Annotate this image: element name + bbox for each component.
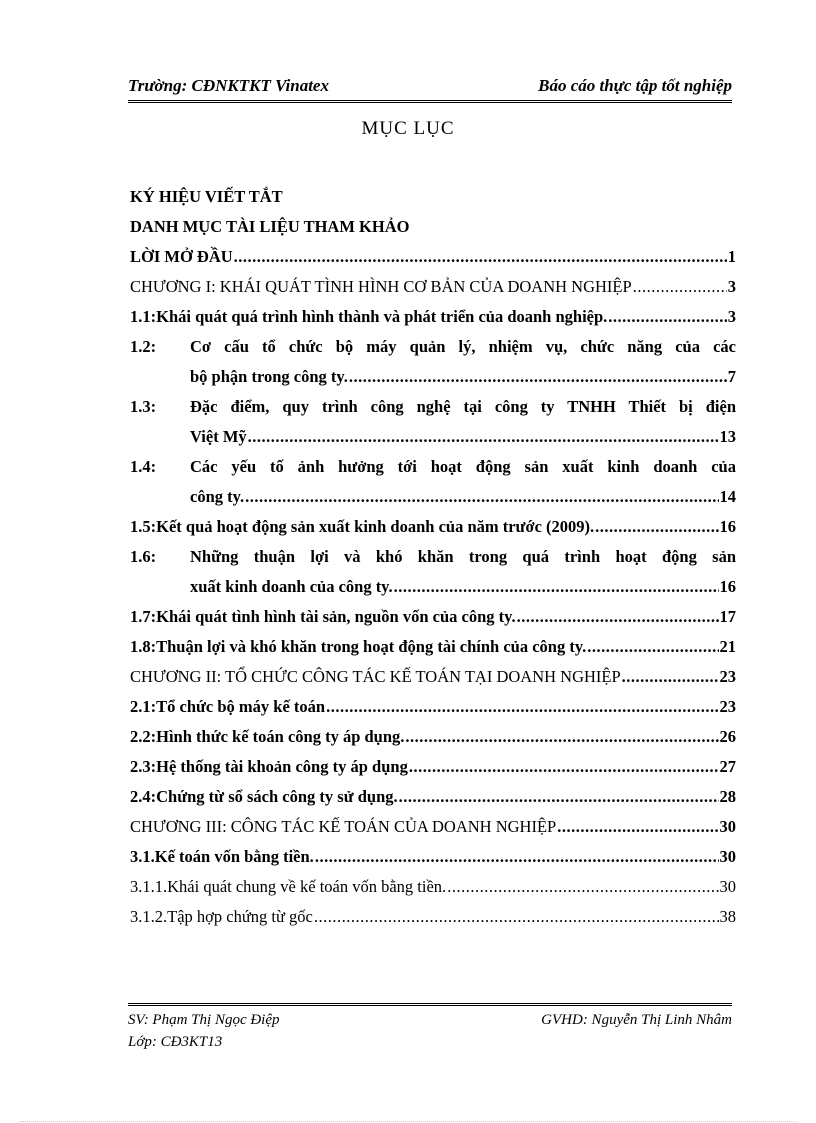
toc-leader (557, 812, 718, 842)
toc-section-2-4[interactable] (130, 782, 736, 812)
toc-section-number: 1.1: (130, 307, 157, 326)
footer-student: SV: Phạm Thị Ngọc Điệp (128, 1012, 280, 1028)
toc-entry-text: CHƯƠNG II: TỔ CHỨC CÔNG TÁC KẾ TOÁN TẠI DOANH NGHIỆP (130, 667, 621, 686)
toc-section-number: 1.6: (130, 547, 157, 566)
toc-page-number: 16 (719, 577, 736, 596)
toc-entry-text: LỜI MỞ ĐẦU (130, 247, 233, 266)
toc-entry-text: Thuận lợi và khó khăn trong hoạt động tài chính của công ty. (156, 637, 587, 656)
toc-section-1-6[interactable] (130, 542, 736, 572)
toc-section-number: 3.1.1. (130, 877, 168, 896)
toc-page-number: 38 (719, 907, 736, 926)
toc-leader (349, 362, 727, 392)
toc-section-2-2[interactable] (130, 722, 736, 752)
toc-leader (409, 752, 719, 782)
toc-page-number: 30 (719, 847, 736, 866)
toc-leader (405, 722, 718, 752)
toc-section-1-4[interactable] (130, 452, 736, 482)
toc-chapter-3[interactable] (130, 812, 736, 842)
toc-page-number: 17 (719, 607, 736, 626)
toc-page-number: 16 (719, 517, 736, 536)
table-of-contents (130, 182, 736, 932)
toc-page-number: 7 (727, 367, 736, 386)
toc-page-number: 26 (719, 727, 736, 746)
toc-page-number: 1 (727, 247, 736, 266)
toc-section-number: 1.3: (130, 397, 157, 416)
toc-page-number: 13 (719, 427, 736, 446)
toc-chapter-2[interactable] (130, 662, 736, 692)
toc-entry-text: Chứng từ sổ sách công ty sử dụng. (156, 787, 398, 806)
toc-section-2-3[interactable] (130, 752, 736, 782)
toc-leader (248, 422, 719, 452)
toc-leader (595, 512, 718, 542)
toc-entry-text: Tổ chức bộ máy kế toán (156, 697, 326, 716)
toc-entry-text: bộ phận trong công ty. (190, 367, 348, 386)
toc-entry-text: xuất kinh doanh của công ty. (190, 577, 393, 596)
toc-section-1-7[interactable] (130, 602, 736, 632)
footer-class: Lớp: CĐ3KT13 (128, 1034, 223, 1050)
page-footer (128, 1003, 732, 1050)
toc-entry-text: Các yếu tố ảnh hưởng tới hoạt động sản xuất kinh doanh của (190, 457, 736, 476)
toc-entry-text: Kết quả hoạt động sản xuất kinh doanh của năm trước (2009). (156, 517, 595, 536)
toc-section-number: 2.3: (130, 757, 157, 776)
toc-entry-text: Việt Mỹ (190, 427, 247, 446)
toc-entry-text: KÝ HIỆU VIẾT TẮT (130, 187, 283, 206)
toc-leader (399, 782, 719, 812)
toc-section-3-1[interactable] (130, 842, 736, 872)
toc-leader (234, 242, 727, 272)
toc-section-1-1[interactable] (130, 302, 736, 332)
toc-leader (326, 692, 718, 722)
toc-section-1-6-cont[interactable] (130, 572, 736, 602)
toc-entry-text: Khái quát tình hình tài sản, nguồn vốn của công ty. (156, 607, 516, 626)
toc-section-number: 1.4: (130, 457, 157, 476)
toc-section-1-2[interactable] (130, 332, 736, 362)
toc-entry-text: Hệ thống tài khoản công ty áp dụng (156, 757, 408, 776)
toc-entry-text: Tập hợp chứng từ gốc (167, 907, 313, 926)
toc-intro[interactable] (130, 242, 736, 272)
toc-entry-text: Kế toán vốn bằng tiền. (154, 847, 314, 866)
toc-section-1-8[interactable] (130, 632, 736, 662)
toc-entry-text: CHƯƠNG III: CÔNG TÁC KẾ TOÁN CỦA DOANH NGHIỆP (130, 817, 557, 836)
toc-leader (394, 572, 719, 602)
toc-page-number: 23 (719, 697, 736, 716)
toc-entry-text: CHƯƠNG I: KHÁI QUÁT TÌNH HÌNH CƠ BẢN CỦA DOANH NGHIỆP (130, 277, 632, 296)
toc-section-number: 2.1: (130, 697, 157, 716)
toc-section-number: 3.1. (130, 847, 155, 866)
toc-section-number: 1.5: (130, 517, 157, 536)
toc-section-1-2-cont[interactable] (130, 362, 736, 392)
toc-page-number: 28 (719, 787, 736, 806)
toc-leader (447, 872, 718, 902)
toc-title: MỤC LỤC (361, 118, 455, 139)
toc-abbreviations[interactable] (130, 182, 736, 212)
toc-section-number: 1.2: (130, 337, 157, 356)
toc-page-number: 21 (719, 637, 736, 656)
toc-references[interactable] (130, 212, 736, 242)
toc-leader (245, 482, 718, 512)
toc-section-number: 1.7: (130, 607, 157, 626)
toc-page-number: 3 (727, 307, 736, 326)
toc-section-number: 3.1.2. (130, 907, 168, 926)
toc-leader (622, 662, 719, 692)
toc-entry-text: DANH MỤC TÀI LIỆU THAM KHẢO (130, 217, 410, 236)
toc-page-number: 14 (719, 487, 736, 506)
page-header (128, 76, 732, 103)
toc-chapter-1[interactable] (130, 272, 736, 302)
toc-page-number: 3 (727, 277, 736, 296)
toc-section-3-1-1[interactable] (130, 872, 736, 902)
toc-section-number: 1.8: (130, 637, 157, 656)
header-school: Trường: CĐNKTKT Vinatex (128, 76, 329, 95)
toc-leader (315, 842, 719, 872)
toc-leader (314, 902, 719, 932)
toc-page-number: 23 (719, 667, 736, 686)
toc-section-1-5[interactable] (130, 512, 736, 542)
toc-section-2-1[interactable] (130, 692, 736, 722)
toc-section-1-4-cont[interactable] (130, 482, 736, 512)
toc-section-number: 2.2: (130, 727, 157, 746)
toc-section-1-3[interactable] (130, 392, 736, 422)
header-report-title: Báo cáo thực tập tốt nghiệp (538, 76, 732, 95)
toc-page-number: 30 (719, 877, 736, 896)
toc-page-number: 27 (719, 757, 736, 776)
footer-advisor: GVHD: Nguyễn Thị Linh Nhâm (541, 1012, 732, 1028)
toc-leader (633, 272, 727, 302)
toc-leader (517, 602, 719, 632)
toc-leader (608, 302, 726, 332)
toc-entry-text: Đặc điểm, quy trình công nghệ tại công ty TNHH Thiết bị điện (190, 397, 736, 416)
toc-entry-text: Khái quát quá trình hình thành và phát triển của doanh nghiệp. (156, 307, 608, 326)
toc-leader (587, 632, 718, 662)
toc-page-number: 30 (719, 817, 736, 836)
toc-entry-text: Những thuận lợi và khó khăn trong quá trình hoạt động sản (190, 547, 736, 566)
toc-entry-text: Hình thức kế toán công ty áp dụng. (156, 727, 405, 746)
toc-section-3-1-2[interactable] (130, 902, 736, 932)
toc-section-number: 2.4: (130, 787, 157, 806)
toc-entry-text: Cơ cấu tổ chức bộ máy quản lý, nhiệm vụ, chức năng của các (190, 337, 736, 356)
toc-section-1-3-cont[interactable] (130, 422, 736, 452)
page-edge-divider (20, 1121, 796, 1122)
toc-entry-text: Khái quát chung về kế toán vốn bằng tiền. (167, 877, 447, 896)
toc-entry-text: công ty. (190, 487, 245, 506)
